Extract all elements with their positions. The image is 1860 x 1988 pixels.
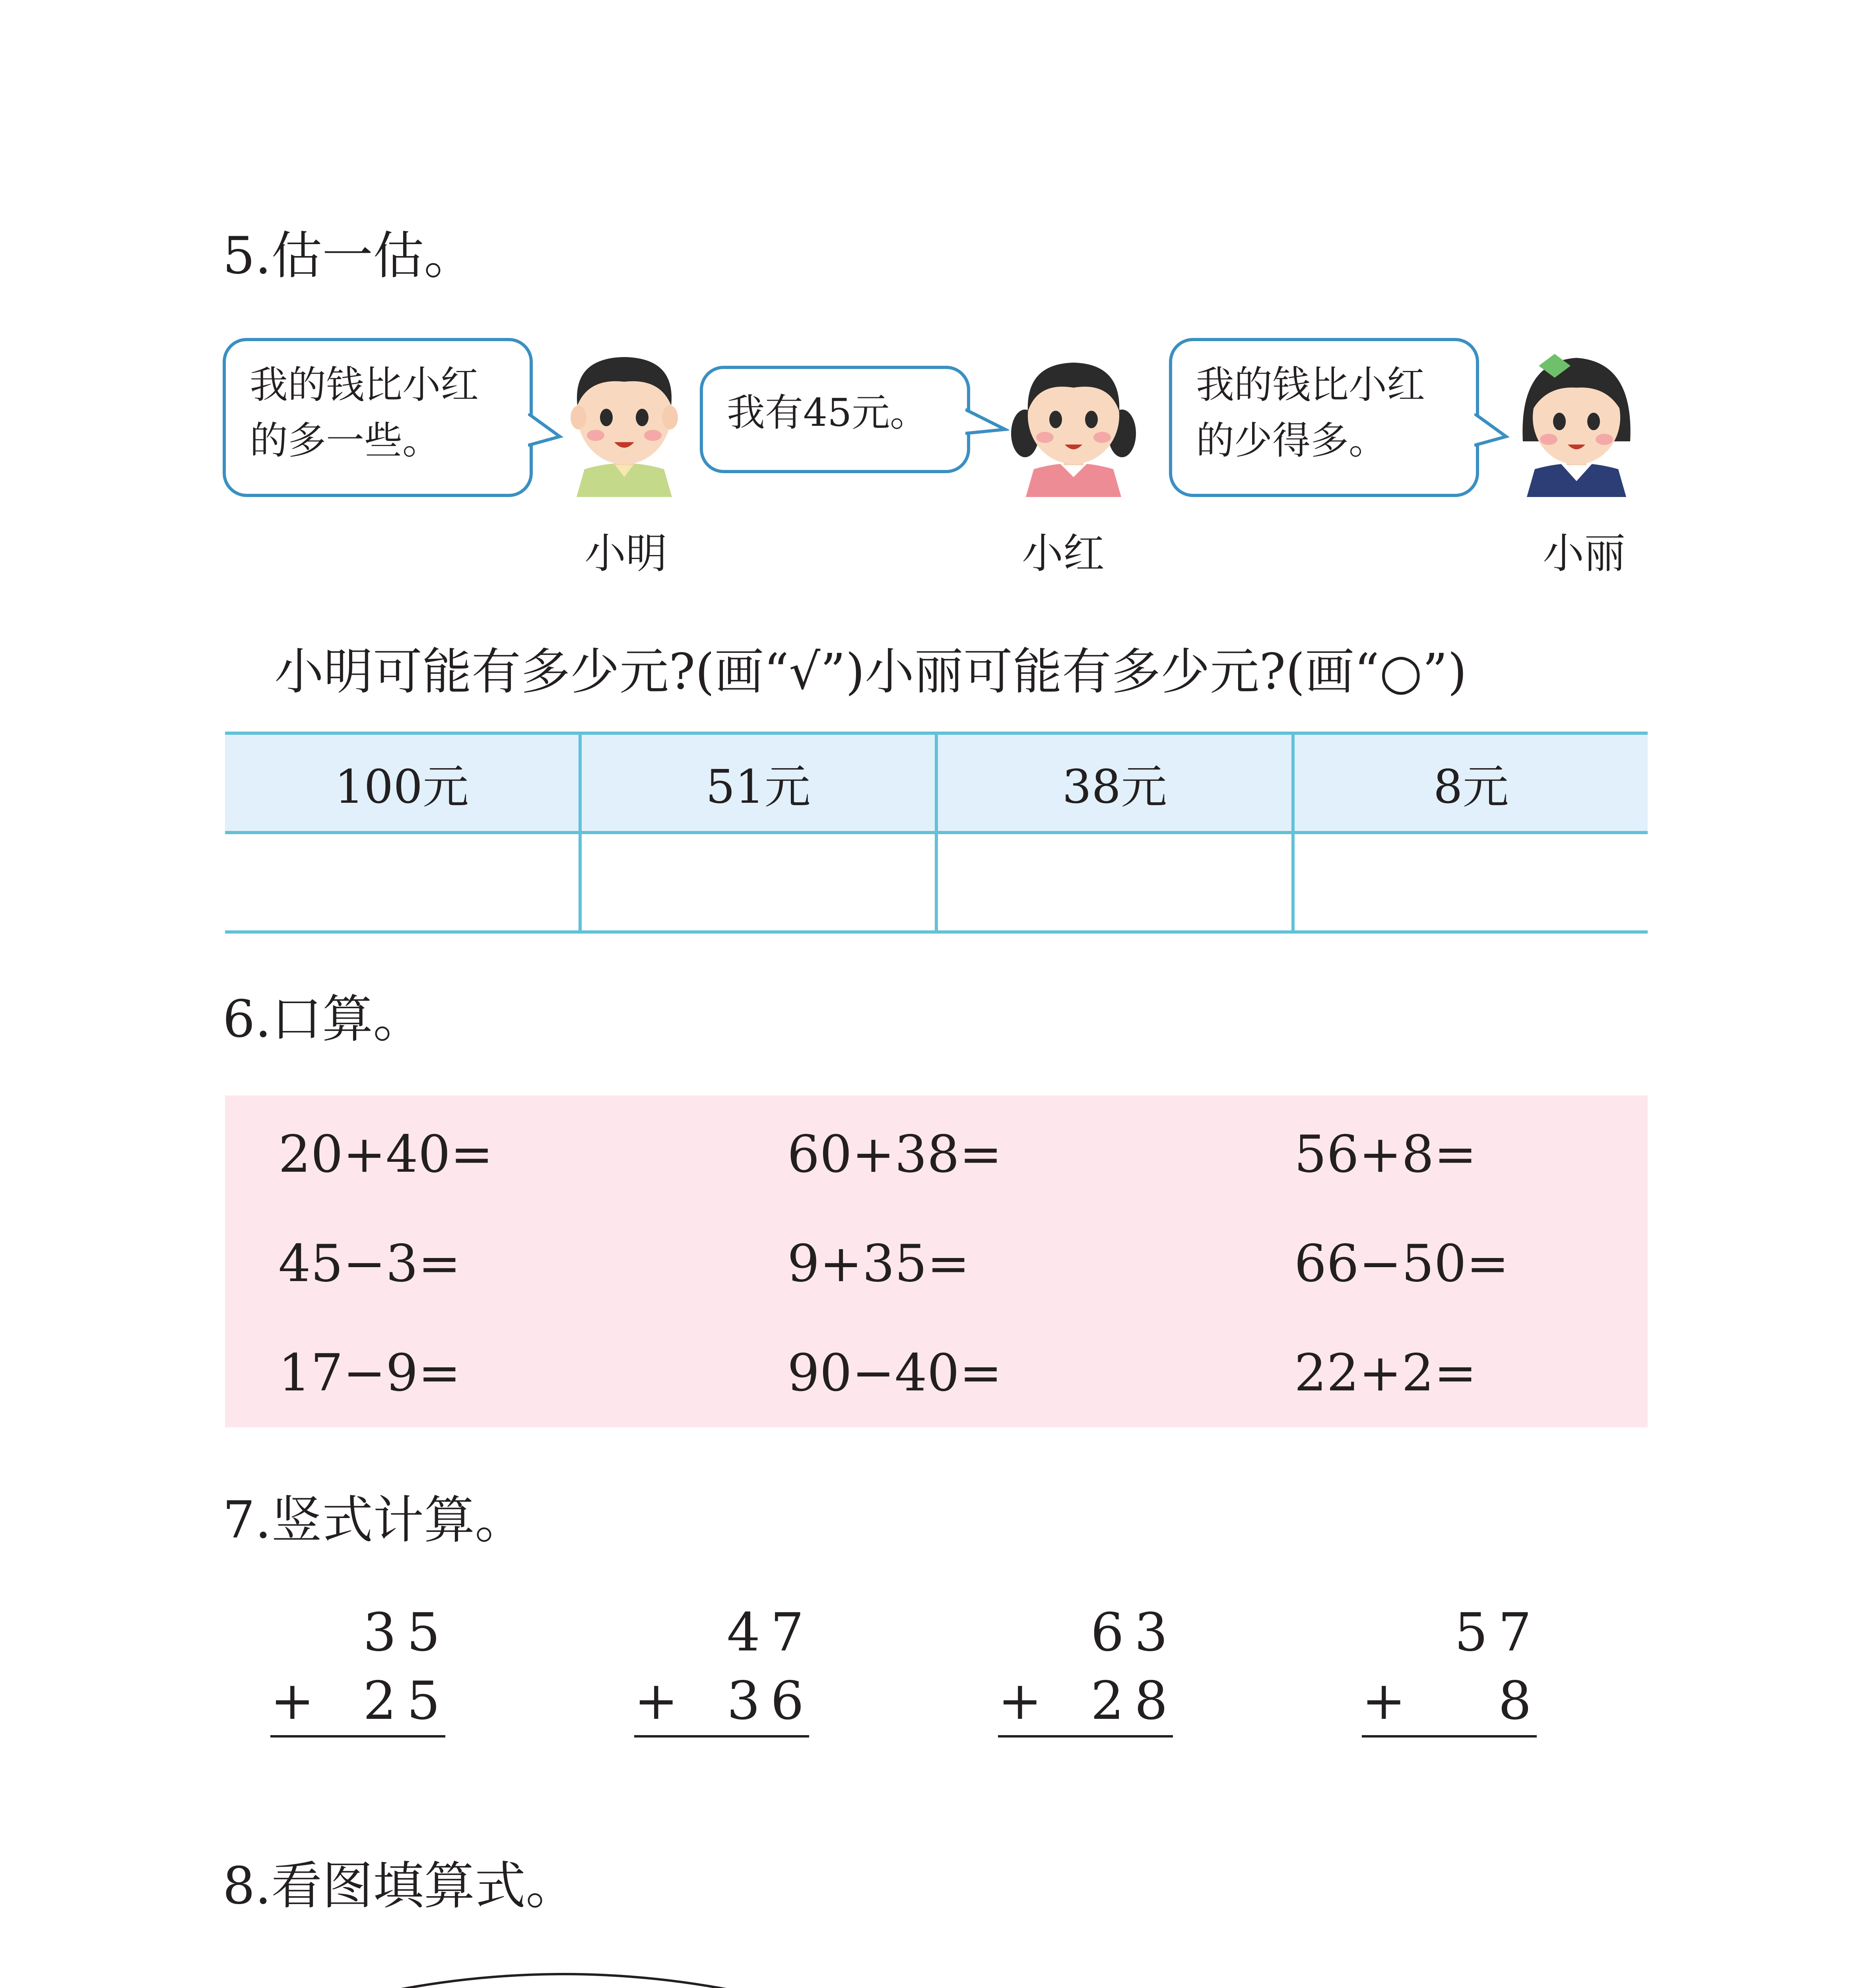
name-xiaoming: 小明 [584,529,668,578]
section7-heading: 7.竖式计算。 [223,1491,526,1550]
digit: 3 [1134,1602,1168,1663]
estimate-table [225,732,1648,934]
estimate-answer-row [225,833,1648,932]
jump-arc [320,1974,807,1988]
speech-bubble-xiaoli [1169,338,1479,497]
option-8: 8元 [1293,733,1648,833]
calc-item: 60+38= [787,1125,1002,1184]
section8-heading: 8.看图填算式。 [223,1856,577,1916]
digit: 8 [1134,1670,1168,1732]
digit: 5 [407,1602,440,1663]
bubble-text-xiaoming: 我的钱比小红 的多一些。 [250,363,479,463]
bubble-tail-xiaoli [1474,414,1510,453]
digit: 6 [771,1670,804,1732]
speech-bubble-xiaoming [223,338,533,497]
digit: 2 [1091,1670,1124,1732]
answer-cell[interactable] [225,833,580,932]
sum-line [1362,1735,1537,1738]
speech-bubble-xiaohong [700,366,970,473]
vertical-problem-2 [634,1602,809,1738]
calc-item: 22+2= [1294,1343,1477,1403]
bubble-text-xiaoli: 我的钱比小红 的少得多。 [1196,363,1425,463]
estimate-table-header [225,733,1648,833]
plus-sign: + [634,1670,678,1732]
digit: 5 [1454,1602,1488,1663]
option-100: 100元 [225,733,580,833]
sum-line [270,1735,445,1738]
digit: 5 [407,1670,440,1732]
vertical-problem-4 [1362,1602,1537,1738]
digit: 3 [363,1602,396,1663]
sum-line [998,1735,1173,1738]
calc-item: 17−9= [278,1343,461,1403]
digit: 7 [771,1602,804,1663]
calc-item: 56+8= [1294,1125,1477,1184]
calc-item: 20+40= [278,1125,493,1184]
calc-item: 45−3= [278,1234,461,1293]
bubble-tail-xiaoming [528,414,564,453]
vertical-problem-1 [270,1602,445,1738]
digit: 4 [727,1602,760,1663]
option-38: 38元 [936,733,1293,833]
answer-cell[interactable] [580,833,936,932]
section6-heading: 6.口算。 [223,990,424,1049]
plus-sign: + [998,1670,1042,1732]
digit [1449,1675,1493,1727]
estimate-question: 小明可能有多少元?(画“√”)小丽可能有多少元?(画“○”) [274,643,1467,701]
calc-item: 90−40= [787,1343,1002,1403]
plus-sign: + [1362,1670,1406,1732]
digit: 3 [727,1670,760,1732]
xiaohong-girl-icon [1010,342,1137,497]
digit: 2 [363,1670,396,1732]
digit: 8 [1498,1670,1532,1732]
xiaoli-girl-icon [1511,338,1642,497]
digit: 7 [1498,1602,1532,1663]
name-xiaoli: 小丽 [1543,529,1626,578]
name-xiaohong: 小红 [1022,529,1105,578]
answer-cell[interactable] [936,833,1293,932]
calc-item: 9+35= [787,1234,970,1293]
option-51: 51元 [580,733,936,833]
digit: 6 [1091,1602,1124,1663]
number-line-1 [262,1956,1169,1988]
xiaoming-boy-icon [561,338,688,497]
bubble-tail-xiaohong [965,406,1009,441]
plus-sign: + [270,1670,315,1732]
bubble-text-xiaohong: 我有45元。 [727,390,928,435]
vertical-problem-3 [998,1602,1173,1738]
calc-item: 66−50= [1294,1234,1509,1293]
answer-cell[interactable] [1293,833,1648,932]
sum-line [634,1735,809,1738]
section5-heading: 5.估一估。 [223,226,475,285]
